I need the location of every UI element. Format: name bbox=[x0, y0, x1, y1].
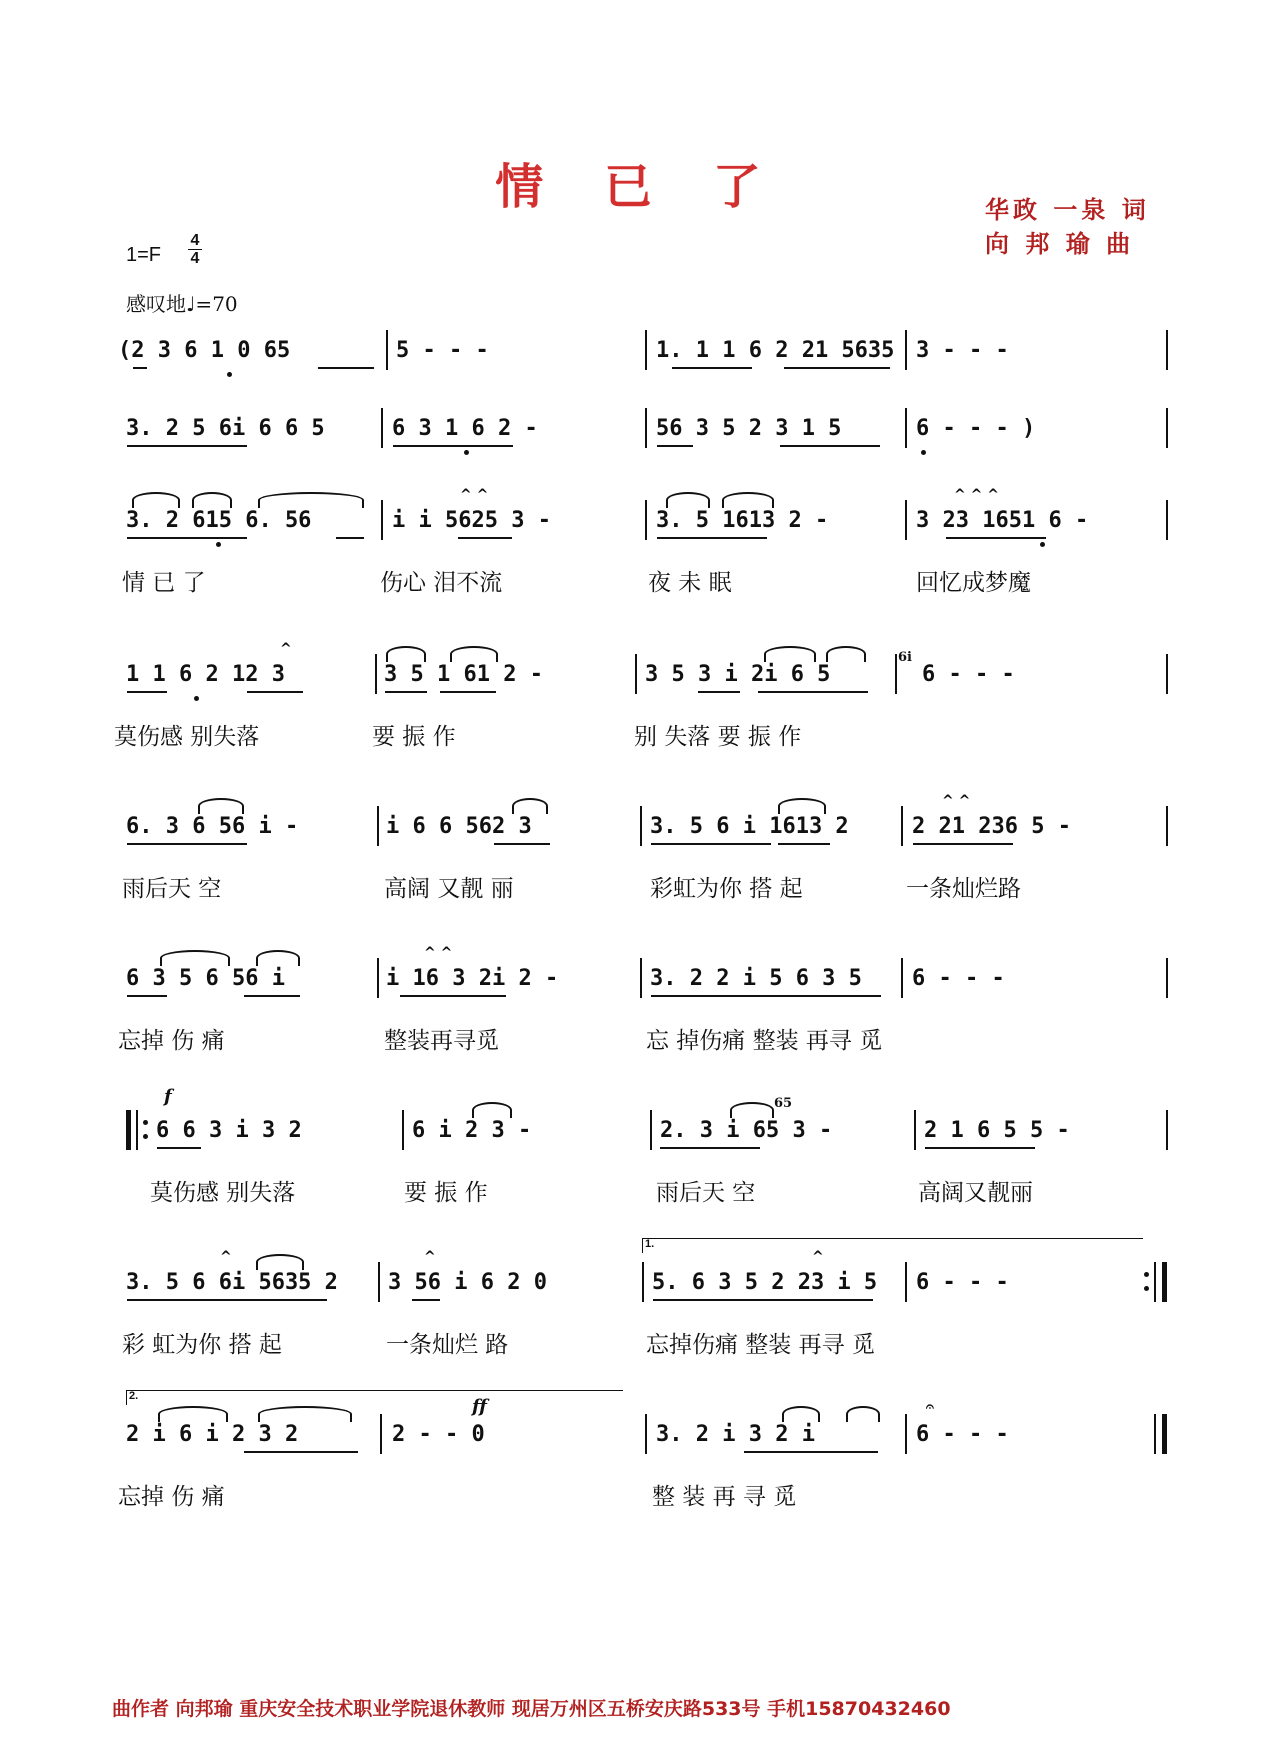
lyrics: 忘 掉伤痛 整装 再寻 觅 bbox=[646, 1028, 883, 1054]
measure: 6 - - - bbox=[922, 662, 1015, 687]
time-signature-bottom: 4 bbox=[190, 250, 200, 267]
lyrics: 整 装 再 寻 觅 bbox=[652, 1484, 797, 1510]
measure: 2 i 6 i 2 3 2 bbox=[126, 1422, 299, 1447]
forte-marking: f bbox=[164, 1086, 172, 1107]
measure: 2. 3 i 65 3 - bbox=[660, 1118, 833, 1143]
measure: 2 1 6 5 5 - bbox=[924, 1118, 1070, 1143]
lyrics: 伤心 泪不流 bbox=[380, 570, 503, 596]
measure: 6 6 3 i 3 2 bbox=[156, 1118, 302, 1143]
lyrics: 莫伤感 别失落 bbox=[150, 1180, 296, 1206]
measure: 56 3 5 2 3 1 5 bbox=[656, 416, 842, 441]
lyrics: 莫伤感 别失落 bbox=[114, 724, 260, 750]
lyricist-credit: 华政 一泉 词 bbox=[985, 195, 1150, 224]
grace-note: 65 bbox=[774, 1096, 793, 1111]
measure: 6 - - - bbox=[912, 966, 1005, 991]
measure: 1 1 6 2 12 3 bbox=[126, 662, 285, 687]
measure: 3 - - - bbox=[916, 338, 1009, 363]
measure: 6 3 5 6 56 i bbox=[126, 966, 285, 991]
measure: i 6 6 562 3 bbox=[386, 814, 532, 839]
measure: 3. 5 6 6i 5635 2 bbox=[126, 1270, 338, 1295]
score-line-5: 6. 3 6 56 i - i 6 6 562 3 3. 5 6 i 1613 2 2 21 236 5 - ^ ^ 雨后天 空 高阔 又靓 丽 彩虹为你 搭 起 一条灿烂路 bbox=[0, 810, 1278, 930]
measure: 2 21 236 5 - bbox=[912, 814, 1071, 839]
lyrics: 一条灿烂 路 bbox=[386, 1332, 509, 1358]
measure: 3. 2 2 i 5 6 3 5 bbox=[650, 966, 862, 991]
measure: i 16 3 2i 2 - bbox=[386, 966, 559, 991]
key-signature: 1=F bbox=[126, 244, 162, 266]
lyrics: 忘掉 伤 痛 bbox=[118, 1484, 225, 1510]
measure: 6 - - - bbox=[916, 1422, 1009, 1447]
measure: 6 i 2 3 - bbox=[412, 1118, 532, 1143]
measure: 3. 2 615 6. 56 bbox=[126, 508, 312, 533]
lyrics: 夜 未 眠 bbox=[648, 570, 732, 596]
lyrics: 雨后天 空 bbox=[656, 1180, 756, 1206]
measure: 2 - - 0 bbox=[392, 1422, 485, 1447]
lyrics: 雨后天 空 bbox=[122, 876, 222, 902]
tempo-marking: 感叹地♩=70 bbox=[126, 292, 238, 316]
measure: 3. 5 6 i 1613 2 bbox=[650, 814, 849, 839]
lyrics: 忘掉伤痛 整装 再寻 觅 bbox=[646, 1332, 875, 1358]
score-line-4: 1 1 6 2 12 3 3 5 1 61 2 - 3 5 3 i 2i 6 5 6 - - - 6i ^ 莫伤感 别失落 要 振 作 别 失落 要 振 作 bbox=[0, 658, 1278, 778]
fortissimo-marking: ff bbox=[472, 1396, 487, 1417]
measure: (2 3 6 1 0 65 bbox=[118, 338, 291, 363]
lyrics: 彩 虹为你 搭 起 bbox=[122, 1332, 282, 1358]
lyrics: 整装再寻觅 bbox=[384, 1028, 499, 1054]
second-ending-label: 2. bbox=[129, 1390, 139, 1402]
lyrics: 高阔 又靓 丽 bbox=[384, 876, 514, 902]
measure: 3 5 3 i 2i 6 5 bbox=[645, 662, 831, 687]
measure: 3. 5 1613 2 - bbox=[656, 508, 829, 533]
score-line-7 bbox=[0, 1086, 1278, 1234]
song-title: 情 已 了 bbox=[495, 159, 783, 215]
measure: 5. 6 3 5 2 23 i 5 bbox=[652, 1270, 878, 1295]
measure: 3. 2 i 3 2 i bbox=[656, 1422, 815, 1447]
lyrics: 要 振 作 bbox=[372, 724, 456, 750]
measure: 6 - - - ) bbox=[916, 416, 1036, 441]
lyrics: 忘掉 伤 痛 bbox=[118, 1028, 225, 1054]
time-signature bbox=[186, 232, 204, 267]
lyrics: 别 失落 要 振 作 bbox=[634, 724, 802, 750]
composer-credit: 向 邦 瑜 曲 bbox=[985, 229, 1135, 258]
lyrics: 一条灿烂路 bbox=[906, 876, 1021, 902]
footer-contact: 曲作者 向邦瑜 重庆安全技术职业学院退休教师 现居万州区五桥安庆路533号 手机15870432460 bbox=[112, 1698, 951, 1720]
measure: 3. 2 5 6i 6 6 5 bbox=[126, 416, 325, 441]
measure: 3 56 i 6 2 0 bbox=[388, 1270, 547, 1295]
measure: 6. 3 6 56 i - bbox=[126, 814, 299, 839]
lyrics: 回忆成梦魔 bbox=[916, 570, 1031, 596]
time-signature-top: 4 bbox=[190, 232, 200, 249]
measure: 3 23 1651 6 - bbox=[916, 508, 1089, 533]
second-ending-bracket bbox=[126, 1390, 623, 1405]
grace-note: 6i bbox=[898, 650, 912, 665]
lyrics: 情 已 了 bbox=[122, 570, 206, 596]
measure: 3 5 1 61 2 - bbox=[384, 662, 543, 687]
measure: 5 - - - bbox=[396, 338, 489, 363]
measure: 1. 1 1 6 2 21 5635 bbox=[656, 338, 895, 363]
measure: 6 - - - bbox=[916, 1270, 1009, 1295]
score-line-6: 6 3 5 6 56 i i 16 3 2i 2 - 3. 2 2 i 5 6 3 5 6 - - - ^ ^ 忘掉 伤 痛 整装再寻觅 忘 掉伤痛 整装 再寻 觅 bbox=[0, 962, 1278, 1082]
score-line-3: 3. 2 615 6. 56 i i 5625 3 - 3. 5 1613 2 - 3 23 1651 6 - ^ ^ ^ ^ ^ 情 已 了 伤心 泪不流 夜 未 眠 回忆成梦魔 bbox=[0, 504, 1278, 624]
lyrics: 高阔又靓丽 bbox=[918, 1180, 1033, 1206]
score-line-8: 3. 5 6 6i 5635 2 3 56 i 6 2 0 5. 6 3 5 2 23 i 5 6 - - - 1. ^ ^ ^ 彩 虹为你 搭 起 一条灿烂 路 忘掉伤痛 整装 再寻 觅 bbox=[0, 1266, 1278, 1386]
lyrics: 彩虹为你 搭 起 bbox=[650, 876, 803, 902]
first-ending-bracket bbox=[642, 1238, 1143, 1253]
measure: i i 5625 3 - bbox=[392, 508, 551, 533]
lyrics: 要 振 作 bbox=[404, 1180, 488, 1206]
score-line-9: 2. ff 2 i 6 i 2 3 2 2 - - 0 3. 2 i 3 2 i 6 - - - 𝄐 忘掉 伤 痛 整 装 再 寻 觅 bbox=[0, 1418, 1278, 1538]
measure: 6 3 1 6 2 - bbox=[392, 416, 538, 441]
first-ending-label: 1. bbox=[645, 1238, 655, 1250]
